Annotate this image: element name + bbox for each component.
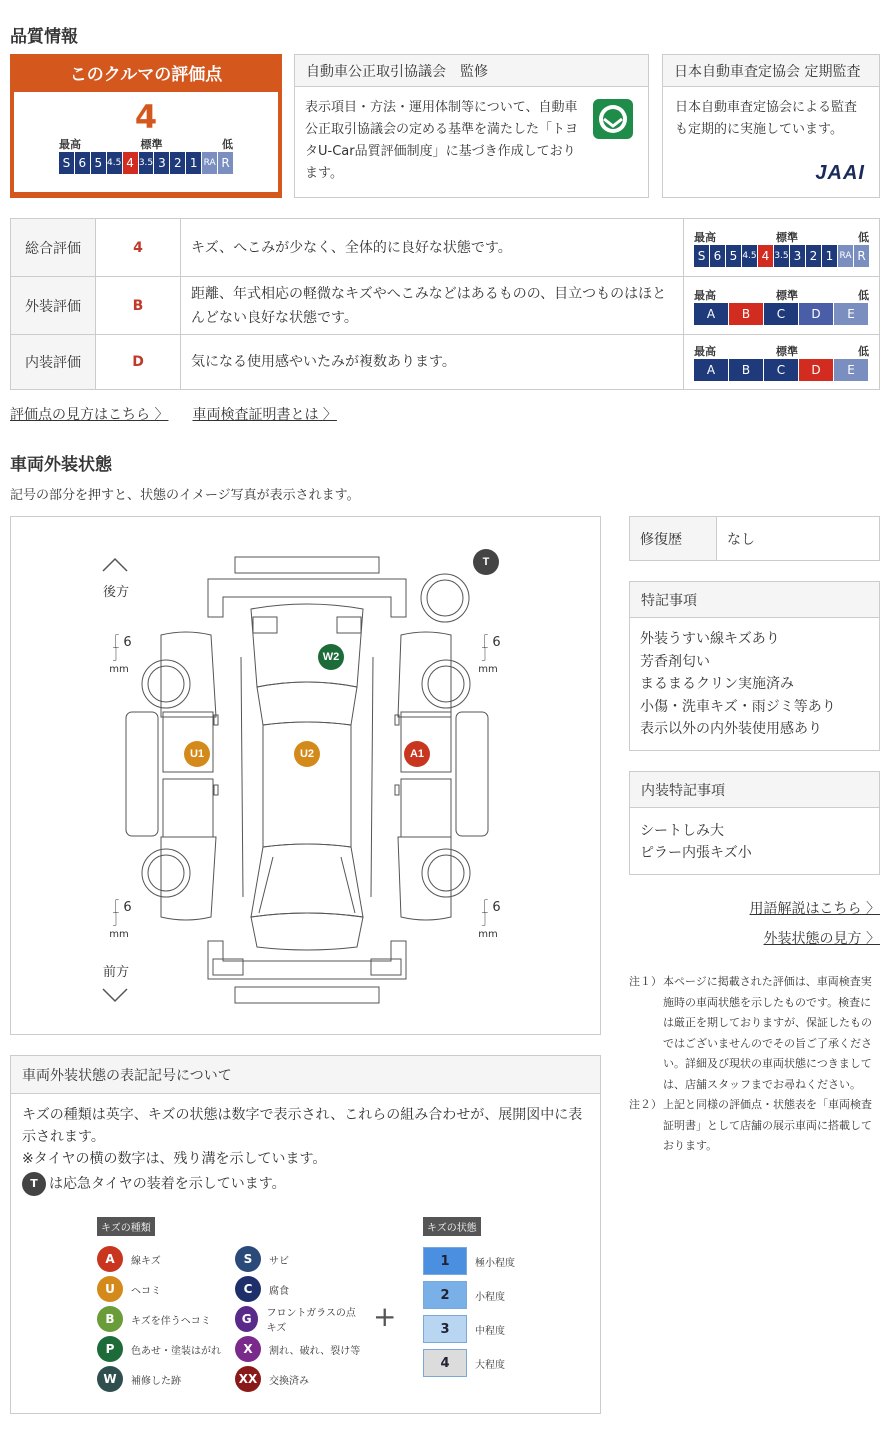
tread-rear-right: ［ 6 ］ mm	[475, 635, 501, 675]
damage-type-icon: P	[97, 1336, 123, 1362]
damage-state-icon: 4	[423, 1349, 467, 1377]
jafta-text: 表示項目・方法・運用体制等について、自動車公正取引協議会の定める基準を満たした「トヨタU-Car品質評価制度」に基づき作成しております。	[305, 100, 579, 181]
evaluation-grade: B	[96, 277, 181, 335]
scale-cell: R	[854, 245, 869, 267]
exterior-subtitle: 記号の部分を押すと、状態のイメージ写真が表示されます。	[10, 488, 360, 503]
exterior-guide-text: 外装状態の見方	[763, 931, 862, 947]
interior-notes-title: 内装特記事項	[630, 772, 879, 808]
scale-label: 低	[858, 230, 869, 244]
scale-cell: 4	[123, 152, 138, 174]
tread-unit: mm	[109, 929, 129, 940]
damage-type-icon: X	[235, 1336, 261, 1362]
jaai-logo: JAAI	[815, 162, 865, 184]
scale-label: 標準	[776, 345, 798, 358]
scale-cell: 6	[75, 152, 90, 174]
scale-cell: 4.5	[742, 245, 757, 267]
scale-cell: 1	[822, 245, 837, 267]
damage-type-label: 交換済み	[269, 1375, 309, 1387]
special-notes-list	[630, 618, 879, 741]
damage-state-item	[423, 1278, 515, 1312]
states-legend	[423, 1216, 515, 1380]
scale-cell: E	[834, 359, 868, 381]
spare-tire-icon: T	[22, 1172, 46, 1196]
scale-bar	[694, 359, 869, 381]
scale-low-label: 低	[222, 138, 233, 151]
states-title: キズの状態	[423, 1217, 481, 1236]
scale-cell: RA	[202, 152, 217, 174]
legend-box	[10, 1055, 601, 1414]
glossary-link[interactable]	[750, 898, 880, 918]
damage-type-label: ヘコミ	[131, 1285, 161, 1297]
evaluation-scale	[684, 219, 880, 277]
scale-labels	[694, 343, 869, 359]
damage-state-label: 小程度	[475, 1291, 505, 1303]
scale-cell: A	[694, 303, 728, 325]
evaluation-row	[11, 219, 880, 277]
scale-cell: RA	[838, 245, 853, 267]
legend-title: 車両外装状態の表記記号について	[11, 1056, 600, 1094]
scale-cell: C	[764, 303, 798, 325]
score-scale	[59, 152, 233, 174]
rear-label: 後方	[103, 585, 130, 600]
score-value: 4	[134, 98, 158, 136]
footnote-text: 本ページに掲載された評価は、車両検査実施時の車両状態を示したものです。検査には厳正を期しておりますが、保証したものではございませんのでその旨ご了承ください。詳細及び現状の車両状態につきましては、店舗スタッフまでお尋ねください。	[663, 975, 872, 1091]
scale-bar	[694, 303, 869, 325]
scale-cell: B	[729, 303, 763, 325]
evaluation-desc: キズ、へこみが少なく、全体的に良好な状態です。	[181, 219, 684, 277]
special-notes-title: 特記事項	[630, 582, 879, 618]
evaluation-row	[11, 335, 880, 390]
damage-type-item	[97, 1364, 223, 1394]
scale-cell: 3	[154, 152, 169, 174]
damage-type-label: 腐食	[269, 1285, 289, 1297]
damage-state-item	[423, 1244, 515, 1278]
evaluation-grade: D	[96, 335, 181, 390]
repair-value: なし	[717, 517, 880, 561]
exterior-guide-link[interactable]	[764, 928, 880, 948]
plus-icon: +	[373, 1300, 397, 1333]
footnote-1	[629, 972, 879, 1095]
certificate-link[interactable]	[192, 404, 336, 424]
scale-cell: 1	[186, 152, 201, 174]
repair-label: 修復歴	[630, 517, 717, 561]
evaluation-desc: 気になる使用感やいたみが複数あります。	[181, 335, 684, 390]
tread-front-left: ［ 6 ］ mm	[106, 900, 132, 940]
marker-code: U2	[299, 748, 315, 760]
evaluation-scale	[684, 277, 880, 335]
evaluation-label: 外装評価	[11, 277, 96, 335]
tread-rear-left: ［ 6 ］ mm	[106, 635, 132, 675]
marker-u1[interactable]	[184, 741, 210, 767]
footnote-text: 上記と同様の評価点・状態表を「車両検査証明書」として店舗の展示車両に搭載しております。	[663, 1098, 872, 1152]
legend-line-1: キズの種類は英字、キズの状態は数字で表示され、これらの組み合わせが、展開図中に表示されます。	[22, 1107, 583, 1145]
certificate-text: 車両検査証明書とは	[192, 407, 319, 423]
scale-cell: 3.5	[139, 152, 154, 174]
note-item: 外装うすい線キズあり	[640, 631, 780, 647]
scale-label: 標準	[776, 288, 798, 302]
jaai-text: 日本自動車査定協会による監査も定期的に実施しています。	[675, 100, 858, 137]
evaluation-label: 内装評価	[11, 335, 96, 390]
legend-line-2: ※タイヤの横の数字は、残り溝を示しています。	[22, 1151, 327, 1167]
chevron-right-icon: 〉	[154, 407, 169, 423]
chevron-right-icon: 〉	[866, 931, 880, 947]
footnotes	[629, 972, 879, 1157]
scale-cell: R	[218, 152, 233, 174]
damage-type-label: 割れ、破れ、裂け等	[269, 1345, 361, 1357]
score-header: このクルマの評価点	[69, 65, 223, 85]
interior-notes	[629, 771, 880, 875]
chevron-right-icon: 〉	[866, 901, 880, 917]
legend-line-3	[22, 1172, 590, 1196]
note-item: 表示以外の内外装使用感あり	[640, 721, 822, 737]
chevron-right-icon: 〉	[322, 407, 337, 423]
scale-cell: D	[799, 359, 833, 381]
damage-type-icon: B	[97, 1306, 123, 1332]
scale-standard-label: 標準	[140, 138, 163, 151]
damage-state-item	[423, 1312, 515, 1346]
info-links	[10, 404, 337, 424]
scale-cell: 4	[758, 245, 773, 267]
damage-state-icon: 1	[423, 1247, 467, 1275]
scale-cell: 2	[170, 152, 185, 174]
damage-type-icon: G	[235, 1306, 258, 1332]
scale-label: 最高	[694, 345, 716, 358]
damage-type-item	[235, 1364, 365, 1394]
footnote-2	[629, 1095, 879, 1157]
scale-cell: A	[694, 359, 728, 381]
car-diagram	[10, 516, 601, 1035]
tread-unit: mm	[478, 929, 498, 940]
note-item: まるまるクリン実施済み	[640, 676, 794, 692]
legend-line-3-text: は応急タイヤの装着を示しています。	[49, 1176, 286, 1192]
states-column	[423, 1244, 515, 1380]
tread-front-right: ［ 6 ］ mm	[475, 900, 501, 940]
evaluation-label: 総合評価	[11, 219, 96, 277]
marker-code: U1	[189, 748, 205, 760]
tread-unit: mm	[478, 664, 498, 675]
damage-type-label: 線キズ	[131, 1255, 161, 1267]
scale-label: 最高	[694, 230, 716, 244]
damage-type-icon: U	[97, 1276, 123, 1302]
damage-type-icon: W	[97, 1366, 123, 1392]
scale-cell: S	[59, 152, 74, 174]
damage-state-label: 大程度	[475, 1359, 505, 1371]
scale-cell: 3.5	[774, 245, 789, 267]
types-column-1	[97, 1244, 223, 1394]
scale-cell: E	[834, 303, 868, 325]
tread-unit: mm	[109, 664, 129, 675]
special-notes	[629, 581, 880, 751]
damage-type-item	[235, 1244, 365, 1274]
damage-type-label: 色あせ・塗装はがれ	[131, 1345, 221, 1357]
evaluation-scale	[684, 335, 880, 390]
marker-a1[interactable]	[404, 741, 430, 767]
scale-bar	[694, 245, 869, 267]
jafta-logo-icon	[593, 99, 633, 139]
evaluation-row	[11, 277, 880, 335]
front-label: 前方	[103, 965, 130, 980]
footnote-label: 注２）	[629, 1098, 662, 1111]
interior-notes-list	[630, 808, 879, 864]
types-legend	[97, 1216, 365, 1394]
scale-cell: C	[764, 359, 798, 381]
repair-history	[629, 516, 880, 561]
scale-cell: 3	[790, 245, 805, 267]
damage-type-item	[97, 1334, 223, 1364]
quality-section-title: 品質情報	[10, 27, 78, 47]
damage-type-item	[97, 1274, 223, 1304]
marker-code: W2	[322, 651, 340, 663]
marker-u2[interactable]	[294, 741, 320, 767]
damage-state-icon: 3	[423, 1315, 467, 1343]
scale-cell: B	[729, 359, 763, 381]
marker-code: T	[482, 556, 490, 568]
scale-high-label: 最高	[59, 138, 81, 151]
note-item: 芳香剤匂い	[640, 653, 710, 670]
scale-cell: 5	[91, 152, 106, 174]
evaluation-table	[10, 218, 880, 390]
damage-type-label: サビ	[269, 1255, 289, 1267]
footnote-label: 注１）	[629, 975, 662, 988]
jaai-title: 日本自動車査定協会 定期監査	[663, 55, 879, 87]
scale-label: 低	[858, 288, 869, 302]
damage-type-item	[235, 1274, 365, 1304]
scale-label: 最高	[694, 288, 716, 302]
evaluation-grade: 4	[96, 219, 181, 277]
damage-type-label: キズを伴うヘコミ	[131, 1315, 211, 1327]
scale-cell: D	[799, 303, 833, 325]
tread-value: 6	[123, 900, 132, 915]
damage-type-label: フロントガラスの点キズ	[266, 1308, 356, 1334]
damage-type-item	[235, 1334, 365, 1364]
scale-cell: 4.5	[107, 152, 122, 174]
scale-cell: 2	[806, 245, 821, 267]
scale-cell: 5	[726, 245, 741, 267]
damage-state-label: 極小程度	[475, 1257, 515, 1269]
scale-cell: 6	[710, 245, 725, 267]
evaluation-desc: 距離、年式相応の軽微なキズやへこみなどはあるものの、目立つものはほとんどない良好な状態です。	[181, 277, 684, 335]
damage-type-icon: A	[97, 1246, 123, 1272]
score-guide-link[interactable]	[10, 404, 168, 424]
score-box	[10, 54, 282, 198]
damage-type-item	[97, 1304, 223, 1334]
scale-label: 低	[858, 345, 869, 358]
note-item: シートしみ大	[640, 823, 724, 839]
damage-type-item	[97, 1244, 223, 1274]
marker-spare-tire[interactable]	[473, 549, 499, 575]
damage-type-icon: XX	[235, 1366, 261, 1392]
damage-type-icon: C	[235, 1276, 261, 1302]
tread-value: 6	[123, 635, 132, 650]
damage-type-icon: S	[235, 1246, 261, 1272]
damage-type-item	[235, 1304, 365, 1334]
jafta-box	[294, 54, 649, 198]
scale-cell: S	[694, 245, 709, 267]
types-column-2	[235, 1244, 365, 1394]
scale-labels	[59, 136, 233, 152]
types-title: キズの種類	[97, 1217, 155, 1236]
note-item: 小傷・洗車キズ・雨ジミ等あり	[640, 698, 836, 715]
marker-code: A1	[409, 748, 425, 760]
marker-w2[interactable]	[318, 644, 344, 670]
scale-labels	[694, 287, 869, 303]
scale-label: 標準	[776, 230, 798, 244]
jafta-title: 自動車公正取引協議会 監修	[295, 55, 648, 87]
tread-value: 6	[492, 635, 501, 650]
score-guide-text: 評価点の見方はこちら	[10, 407, 150, 423]
scale-labels	[694, 229, 869, 245]
jaai-box	[662, 54, 880, 198]
damage-state-label: 中程度	[475, 1325, 505, 1337]
glossary-text: 用語解説はこちら	[749, 901, 862, 917]
tread-value: 6	[492, 900, 501, 915]
exterior-title: 車両外装状態	[10, 455, 112, 475]
damage-state-icon: 2	[423, 1281, 467, 1309]
car-outline	[11, 517, 600, 1034]
damage-type-label: 補修した跡	[131, 1375, 181, 1387]
note-item: ピラー内張キズ小	[640, 845, 752, 861]
damage-state-item	[423, 1346, 515, 1380]
